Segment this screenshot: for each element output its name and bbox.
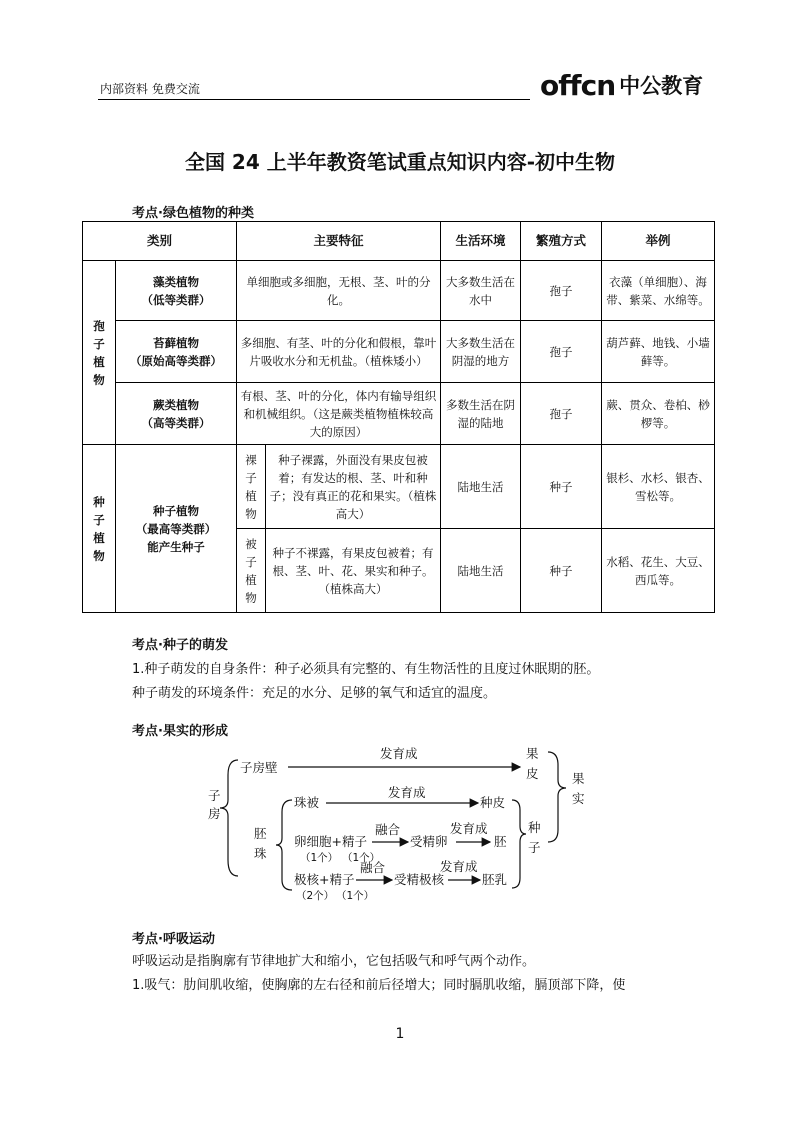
- gymno-repro: 种子: [521, 445, 602, 529]
- label-develops-2: 发育成: [388, 785, 426, 800]
- gymno-examples: 银杉、水杉、银杏、雪松等。: [602, 445, 715, 529]
- logo-chinese: 中公教育: [619, 74, 704, 98]
- fern-feature: 有根、茎、叶的分化，体内有输导组织和机械组织。（这是蕨类植物植株较高大的原因）: [237, 383, 441, 445]
- logo-latin: offcn: [540, 69, 616, 102]
- section-heading-plant-types: 考点·绿色植物的种类: [132, 206, 254, 221]
- label-fruit-1: 果: [572, 771, 585, 786]
- seed-plants-note: 能产生种子: [147, 539, 205, 554]
- breathing-line-2: 1.吸气：肋间肌收缩，使胸廓的左右径和前后径增大；同时膈肌收缩，膈顶部下降，使: [132, 978, 626, 993]
- label-develops-4: 发育成: [440, 859, 478, 874]
- label-count-sperm-1: （1个）: [342, 852, 381, 864]
- label-fuse-1: 融合: [375, 822, 401, 837]
- angio-label: 被 子 植 物: [245, 536, 257, 605]
- breathing-line-1: 呼吸运动是指胸廓有节律地扩大和缩小，它包括吸气和呼气两个动作。: [132, 954, 536, 969]
- brace-fruit: [548, 752, 566, 842]
- col-header-category: 类别: [83, 222, 237, 261]
- gymno-env: 陆地生活: [441, 445, 521, 529]
- label-fruit-2: 实: [572, 791, 585, 806]
- gymno-feature: 种子裸露，外面没有果皮包被着；有发达的根、茎、叶和种子；没有真正的花和果实。（植株高大）: [266, 445, 441, 529]
- fern-examples: 蕨、贯众、卷柏、桫椤等。: [602, 383, 715, 445]
- angio-repro: 种子: [521, 529, 602, 613]
- seed-plants-sub: （最高等类群）: [135, 521, 217, 536]
- label-seed-coat: 种皮: [480, 795, 506, 810]
- fern-repro: 孢子: [521, 383, 602, 445]
- section-heading-germination: 考点·种子的萌发: [132, 638, 228, 653]
- label-egg-sperm: 卵细胞+精子: [294, 834, 367, 849]
- angio-examples: 水稻、花生、大豆、西瓜等。: [602, 529, 715, 613]
- label-ovule-1: 胚: [254, 826, 267, 841]
- moss-name: 苔藓植物: [153, 335, 199, 350]
- algae-repro: 孢子: [521, 261, 602, 321]
- label-fuse-2: 融合: [360, 860, 386, 875]
- brace-ovule: [276, 800, 292, 890]
- algae-feature: 单细胞或多细胞，无根、茎、叶的分化。: [237, 261, 441, 321]
- germination-line-2: 种子萌发的环境条件：充足的水分、足够的氧气和适宜的温度。: [132, 686, 497, 701]
- page-title: 全国 24 上半年教资笔试重点知识内容-初中生物: [184, 150, 616, 174]
- label-pericarp-1: 果: [526, 746, 539, 761]
- label-integument: 珠被: [294, 795, 320, 810]
- label-ovary-1: 子: [208, 788, 221, 803]
- brace-seed: [512, 800, 526, 888]
- label-develops-1: 发育成: [380, 746, 418, 761]
- label-ovary-2: 房: [208, 806, 221, 821]
- angio-env: 陆地生活: [441, 529, 521, 613]
- algae-name: 藻类植物: [153, 274, 199, 289]
- label-ovary-wall: 子房壁: [240, 760, 278, 775]
- label-endosperm: 胚乳: [482, 872, 508, 887]
- label-count-sperm-2: （1个）: [336, 890, 375, 902]
- label-zygote: 受精卵: [410, 834, 448, 849]
- moss-env: 大多数生活在阴湿的地方: [441, 321, 521, 383]
- group-seed-label: 种 子 植 物: [93, 494, 105, 563]
- brace-ovary: [220, 760, 238, 876]
- fern-name: 蕨类植物: [153, 397, 199, 412]
- moss-sub: （原始高等类群）: [130, 353, 222, 368]
- gymno-label: 裸 子 植 物: [245, 452, 257, 521]
- label-count-polar: （2个）: [296, 890, 335, 902]
- page-number: 1: [395, 1026, 405, 1042]
- label-seed-1: 种: [528, 820, 541, 835]
- algae-examples: 衣藻（单细胞）、海带、紫菜、水绵等。: [602, 261, 715, 321]
- algae-sub: （低等类群）: [141, 292, 211, 307]
- label-seed-2: 子: [528, 840, 541, 855]
- section-heading-fruit-formation: 考点·果实的形成: [132, 724, 228, 739]
- col-header-reproduction: 繁殖方式: [521, 222, 602, 261]
- section-heading-breathing: 考点·呼吸运动: [132, 932, 215, 947]
- algae-env: 大多数生活在水中: [441, 261, 521, 321]
- group-spore-label: 孢 子 植 物: [93, 318, 105, 387]
- fern-env: 多数生活在阴湿的陆地: [441, 383, 521, 445]
- moss-examples: 葫芦藓、地钱、小墙藓等。: [602, 321, 715, 383]
- col-header-examples: 举例: [602, 222, 715, 261]
- header-left-text: 内部资料 免费交流: [100, 82, 200, 96]
- label-embryo: 胚: [494, 834, 507, 849]
- germination-line-1: 1.种子萌发的自身条件：种子必须具有完整的、有生物活性的且度过休眠期的胚。: [132, 662, 600, 677]
- seed-plants-name: 种子植物: [153, 503, 199, 518]
- label-develops-3: 发育成: [450, 821, 488, 836]
- moss-feature: 多细胞、有茎、叶的分化和假根，靠叶片吸收水分和无机盐。（植株矮小）: [237, 321, 441, 383]
- col-header-features: 主要特征: [237, 222, 441, 261]
- col-header-environment: 生活环境: [441, 222, 521, 261]
- moss-repro: 孢子: [521, 321, 602, 383]
- fern-sub: （高等类群）: [141, 415, 211, 430]
- angio-feature: 种子不裸露，有果皮包被着；有根、茎、叶、花、果实和种子。（植株高大）: [266, 529, 441, 613]
- label-pericarp-2: 皮: [526, 766, 539, 781]
- label-count-egg: （1个）: [300, 852, 339, 864]
- label-fertilized-polar: 受精极核: [394, 872, 445, 887]
- label-ovule-2: 珠: [254, 846, 267, 861]
- label-polar-sperm: 极核+精子: [294, 872, 355, 887]
